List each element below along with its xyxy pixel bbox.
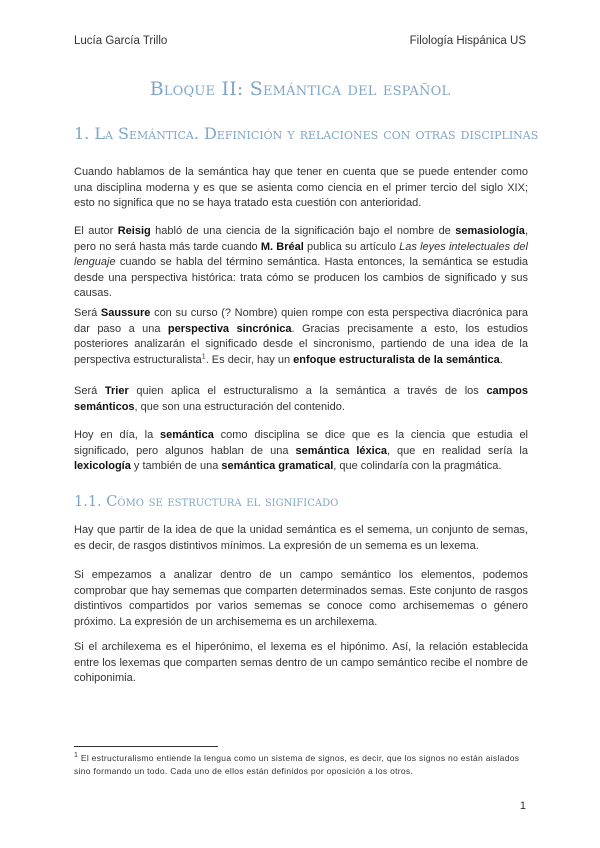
term-lexicologia: lexicología bbox=[74, 460, 131, 472]
term-semantica-gramatical: semántica gramatical bbox=[221, 460, 334, 472]
term-semantica-lexica: semántica léxica bbox=[295, 444, 387, 457]
paragraph-5: Hoy en día, la semántica como disciplina se dice que es la ciencia que estudia el significado, pero algunos hablan de una semántica léxica, que en realidad sería la lexicología y también de una semántica gramatical, que colindaría con la pragmática. bbox=[74, 429, 529, 472]
paragraph-7: Si empezamos a analizar dentro de un campo semántico los elementos, podemos comprobar que hay sememas que comparten determinados semas. Este conjunto de rasgos distintivos compartidos por varios sememas se conoce como archisememas o género próximo. La expresión de un archisemema es un archilexema. bbox=[74, 569, 528, 628]
paragraph-8: Si el archilexema es el hiperónimo, el lexema es el hipónimo. Así, la relación establecida entre los lexemas que comparten semas dentro de un campo semántico recibe el nombre de cohiponimia. bbox=[74, 641, 528, 684]
section-1-heading: 1. La Semántica. Definición y relaciones con otras disciplinas bbox=[74, 124, 539, 143]
term-perspectiva-sincronica: perspectiva sincrónica bbox=[167, 322, 292, 335]
term-reisig: Reisig bbox=[117, 225, 151, 237]
footnote-separator bbox=[74, 746, 218, 747]
term-semasiologia: semasiología bbox=[455, 225, 525, 237]
paragraph-1: Cuando hablamos de la semántica hay que tener en cuenta que se puede entender como una disciplina moderna y es que se asienta como ciencia en el primer tercio del siglo XIX; esto no significa que no se haya tratado esta cuestión con anterioridad. bbox=[74, 166, 528, 209]
footnote-ref: 1 bbox=[201, 352, 206, 360]
paragraph-4: Será Trier quien aplica el estructuralismo a la semántica a través de los campos semánticos, que son una estructuración del contenido. bbox=[74, 385, 529, 413]
paragraph-2: El autor Reisig habló de una ciencia de la significación bajo el nombre de semasiología, pero no será hasta más tarde cuando M. Bréal publica su artículo Las leyes intelectuales del lenguaje cuando se habla del término semántica. Hasta entonces, la semántica se estudia desde una perspectiva histórica: trata cómo se producen los cambios de significado y sus causas. bbox=[74, 225, 528, 299]
footnote: $^1$ El estructuralismo entiende la lengua como un sistema de signos, es decir, que los signos no están aislados sino formando un todo. Cada uno de ellos están definidos por oposición a los otros. bbox=[74, 752, 520, 776]
term-enfoque-estructuralista: enfoque estructuralista de la semántica bbox=[293, 353, 500, 366]
section-1-1-heading: 1.1. Cómo se estructura el significado bbox=[74, 494, 339, 510]
term-trier: Trier bbox=[104, 385, 129, 397]
footnote-number: 1 bbox=[74, 752, 79, 760]
header-course: Filología Hispánica US bbox=[409, 35, 526, 47]
term-semantica: semántica bbox=[160, 429, 214, 441]
page-number: 1 bbox=[519, 800, 526, 812]
paragraph-6: Hay que partir de la idea de que la unidad semántica es el semema, un conjunto de semas, es decir, de rasgos distintivos mínimos. La expresión de un semema es un lexema. bbox=[74, 524, 528, 552]
paragraph-3: Será Saussure con su curso (? Nombre) quien rompe con esta perspectiva diacrónica para dar paso a una perspectiva sincrónica. Gracias precisamente a esto, los estudios posteriores analizarán el significado desde el sincronismo, partiendo de una idea de la perspectiva estructuralista$^1$. Es decir, hay un enfoque estructuralista de la semántica. bbox=[74, 307, 528, 366]
header-author: Lucía García Trillo bbox=[74, 35, 168, 47]
document-title: Bloque II: Semántica del español bbox=[149, 78, 451, 100]
term-campos-semanticos: campos semánticos bbox=[74, 385, 529, 413]
term-saussure: Saussure bbox=[100, 307, 151, 319]
term-breal: M. Bréal bbox=[260, 240, 304, 253]
article-title: Las leyes intelectuales del lenguaje bbox=[74, 240, 528, 268]
